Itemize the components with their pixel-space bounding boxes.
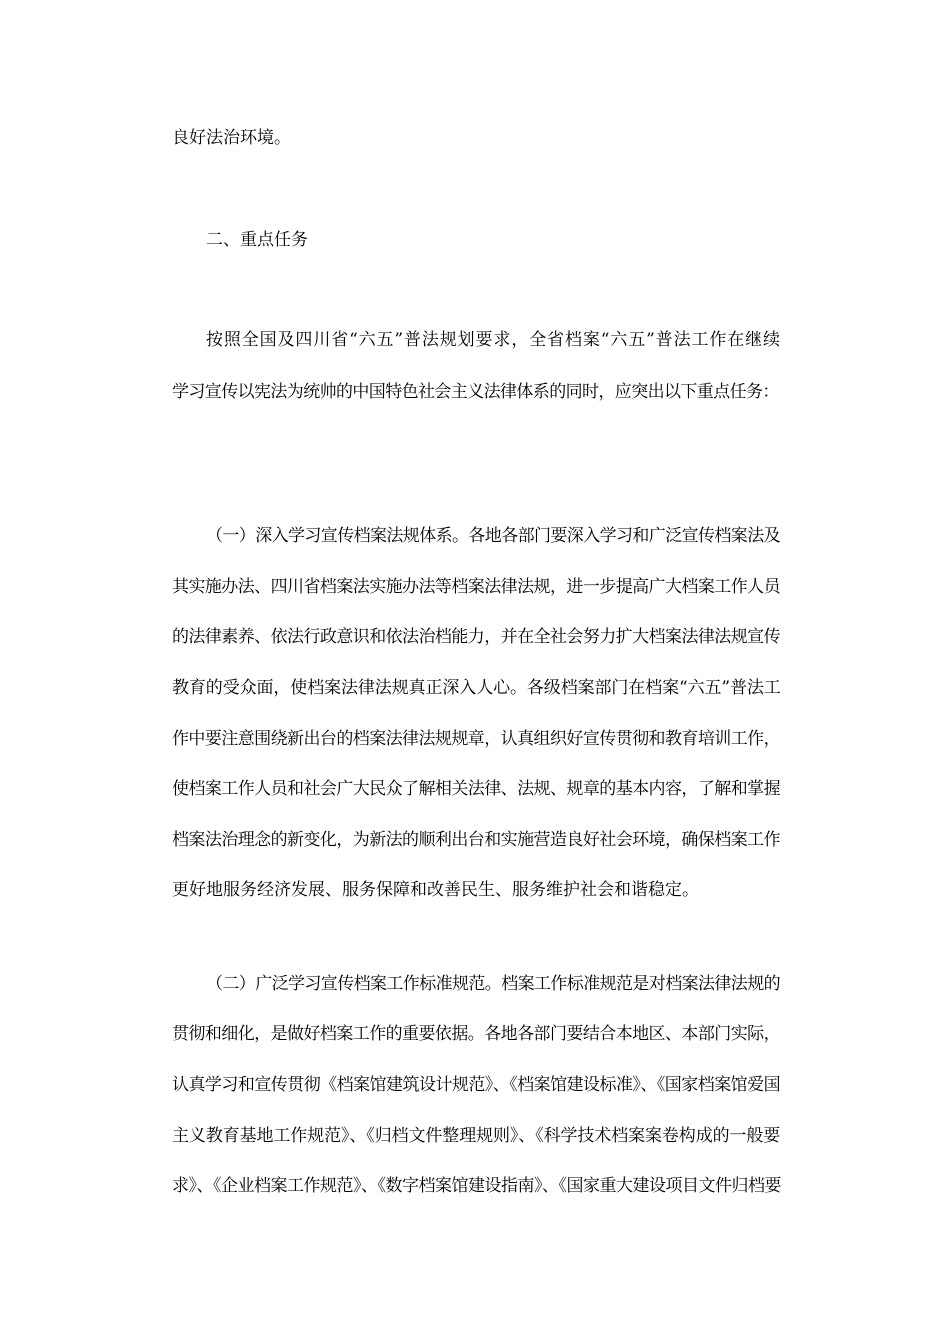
paragraph-line: 良好法治环境。 — [172, 128, 291, 148]
paragraph-line: （二）广泛学习宣传档案工作标准规范。档案工作标准规范是对档案法律法规的 — [206, 974, 780, 994]
section-heading: 二、重点任务 — [206, 230, 308, 250]
paragraph-line: 档案法治理念的新变化，为新法的顺利出台和实施营造良好社会环境，确保档案工作 — [172, 830, 780, 850]
paragraph-line: 使档案工作人员和社会广大民众了解相关法律、法规、规章的基本内容，了解和掌握 — [172, 779, 780, 799]
paragraph-line: 认真学习和宣传贯彻《档案馆建筑设计规范》、《档案馆建设标准》、《国家档案馆爱国 — [172, 1075, 780, 1095]
paragraph-line: 求》、《企业档案工作规范》、《数字档案馆建设指南》、《国家重大建设项目文件归档要 — [172, 1176, 781, 1196]
paragraph-line: 学习宣传以宪法为统帅的中国特色社会主义法律体系的同时，应突出以下重点任务： — [172, 382, 779, 402]
paragraph-line: （一）深入学习宣传档案法规体系。各地各部门要深入学习和广泛宣传档案法及 — [206, 526, 780, 546]
paragraph-line: 更好地服务经济发展、服务保障和改善民生、服务维护社会和谐稳定。 — [172, 880, 699, 900]
paragraph-line: 其实施办法、四川省档案法实施办法等档案法律法规，进一步提高广大档案工作人员 — [172, 577, 780, 597]
paragraph-line: 主义教育基地工作规范》、《归档文件整理规则》、《科学技术档案案卷构成的一般要 — [172, 1126, 781, 1146]
paragraph-line: 教育的受众面，使档案法律法规真正深入人心。各级档案部门在档案“六五”普法工 — [172, 678, 781, 698]
paragraph-line: 的法律素养、依法行政意识和依法治档能力，并在全社会努力扩大档案法律法规宣传 — [172, 627, 780, 647]
paragraph-line: 贯彻和细化，是做好档案工作的重要依据。各地各部门要结合本地区、本部门实际， — [172, 1024, 780, 1044]
paragraph-line: 作中要注意围绕新出台的档案法律法规规章，认真组织好宣传贯彻和教育培训工作， — [172, 729, 780, 749]
paragraph-line: 按照全国及四川省“六五”普法规划要求，全省档案“六五”普法工作在继续 — [206, 330, 780, 350]
